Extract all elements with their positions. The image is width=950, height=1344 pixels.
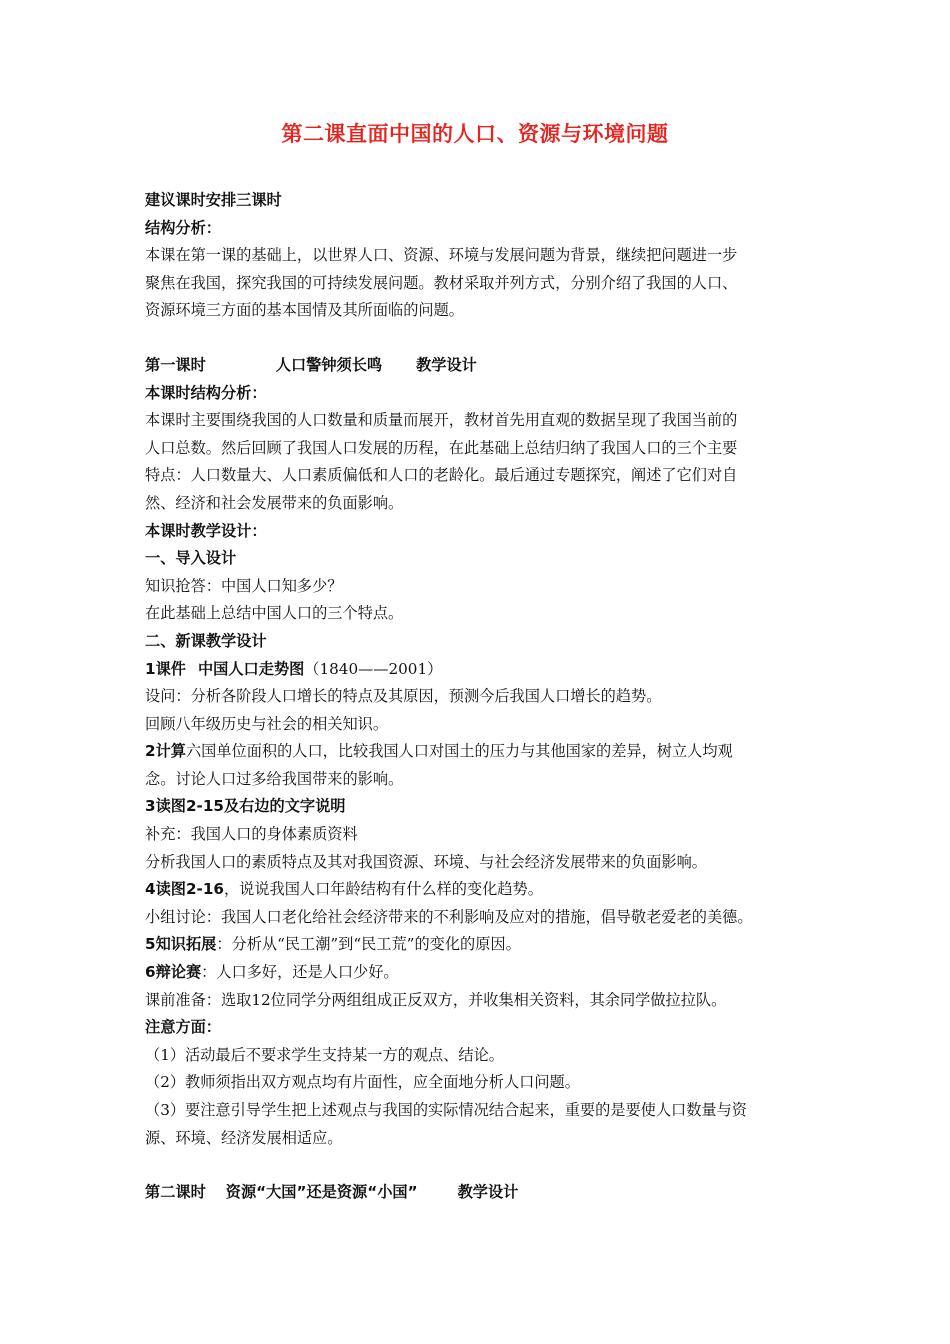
page-title: 第二课直面中国的人口、资源与环境问题	[281, 122, 669, 146]
item1-heading	[145, 656, 815, 684]
spacer	[145, 325, 815, 352]
note-item: （1）活动最后不要求学生支持某一方的观点、结论。	[145, 1045, 504, 1064]
item1-range: （1840——2001）	[304, 659, 443, 678]
lesson1-heading	[145, 352, 815, 380]
item1-number: 1	[145, 659, 156, 678]
paragraph-line: 设问：分析各阶段人口增长的特点及其原因，预测今后我国人口增长的趋势。	[145, 687, 662, 706]
structure-heading: 结构分析：	[145, 218, 221, 237]
new-lesson-heading: 二、新课教学设计	[145, 631, 267, 650]
lesson1-label: 第一课时	[145, 355, 206, 374]
item3-heading: 3读图2-15及右边的文字说明	[145, 797, 346, 816]
paragraph-line: 补充：我国人口的身体素质资料	[145, 825, 358, 844]
item1-label: 课件	[155, 659, 186, 678]
paragraph-line: 资源环境三方面的基本国情及其所面临的问题。	[145, 301, 464, 320]
intro-heading: 一、导入设计	[145, 549, 237, 568]
paragraph-line: 然、经济和社会发展带来的负面影响。	[145, 493, 404, 512]
item4-text: ，说说我国人口年龄结构有什么样的变化趋势。	[223, 880, 543, 899]
item6-label: 6辩论赛	[145, 963, 202, 982]
paragraph-line: 回顾八年级历史与社会的相关知识。	[145, 714, 388, 733]
paragraph-line: 小组讨论：我国人口老化给社会经济带来的不利影响及应对的措施，倡导敬老爱老的美德。	[145, 907, 753, 926]
item2-label: 2计算	[145, 742, 186, 761]
paragraph-line: 知识抢答：中国人口知多少？	[145, 576, 343, 595]
item6-text: ：人口多好，还是人口少好。	[201, 963, 399, 982]
paragraph-line: 本课时主要围绕我国的人口数量和质量而展开，教材首先用直观的数据呈现了我国当前的	[145, 411, 738, 430]
item5-label: 5知识拓展	[145, 935, 217, 954]
lesson1-structure-heading: 本课时结构分析：	[145, 383, 267, 402]
paragraph-line: 人口总数。然后回顾了我国人口发展的历程，在此基础上总结归纳了我国人口的三个主要	[145, 438, 738, 457]
item6-line	[145, 959, 815, 987]
lesson1-design-heading: 本课时教学设计：	[145, 521, 267, 540]
document-body	[145, 187, 815, 1207]
item4-label: 4读图2-16	[145, 880, 224, 899]
lesson2-design: 教学设计	[457, 1183, 519, 1202]
lesson1-design: 教学设计	[416, 355, 477, 374]
lesson1-name: 人口警钟须长鸣	[275, 355, 383, 374]
paragraph-line: 在此基础上总结中国人口的三个特点。	[145, 604, 404, 623]
paragraph-line: 念。讨论人口过多给我国带来的影响。	[145, 769, 404, 788]
item4-line	[145, 876, 815, 904]
suggest-hours: 建议课时安排三课时	[145, 191, 282, 209]
note-item: 源、环境、经济发展相适应。	[145, 1128, 343, 1147]
item5-line	[145, 931, 815, 959]
item1-title: 中国人口走势图	[197, 659, 305, 678]
paragraph-line: 聚焦在我国，探究我国的可持续发展问题。教材采取并列方式，分别介绍了我国的人口、	[145, 273, 738, 292]
item2-text: 六国单位面积的人口，比较我国人口对国土的压力与其他国家的差异，树立人均观	[185, 742, 733, 761]
spacer	[145, 1152, 815, 1179]
note-item: （3）要注意引导学生把上述观点与我国的实际情况结合起来，重要的是要使人口数量与资	[145, 1101, 747, 1119]
paragraph-line: 特点：人口数量大、人口素质偏低和人口的老龄化。最后通过专题探究，阐述了它们对自	[145, 466, 738, 485]
item5-text: ：分析从“民工潮”到“民工荒”的变化的原因。	[216, 935, 521, 954]
lesson2-heading	[145, 1179, 815, 1207]
note-item: （2）教师须指出双方观点均有片面性，应全面地分析人口问题。	[145, 1073, 580, 1092]
paragraph-line: 课前准备：选取12位同学分两组组成正反双方，并收集相关资料，其余同学做拉拉队。	[145, 990, 727, 1009]
lesson2-name: 资源“大国”还是资源“小国”	[225, 1183, 418, 1202]
paragraph-line: 本课在第一课的基础上，以世界人口、资源、环境与发展问题为背景，继续把问题进一步	[145, 246, 738, 265]
lesson2-label: 第二课时	[145, 1183, 206, 1202]
notes-heading: 注意方面：	[145, 1018, 221, 1037]
item2-line	[145, 738, 815, 766]
paragraph-line: 分析我国人口的素质特点及其对我国资源、环境、与社会经济发展带来的负面影响。	[145, 852, 707, 871]
